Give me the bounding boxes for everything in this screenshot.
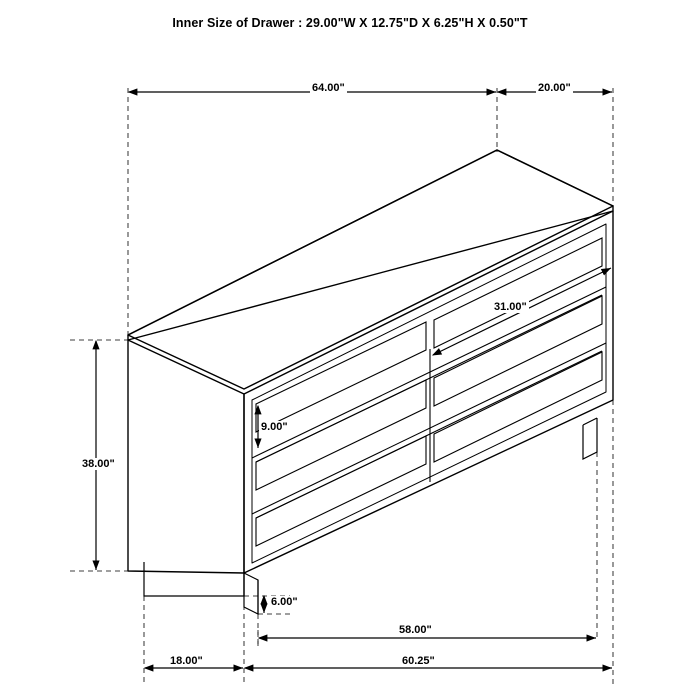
legs <box>144 418 597 614</box>
left-leg <box>144 562 244 596</box>
dimension-arrows <box>96 92 612 668</box>
drawer-row-divider-1 <box>252 287 606 458</box>
dimension-label-base-depth: 18.00" <box>170 655 203 667</box>
top-panel <box>128 150 613 340</box>
right-rear-leg-top <box>583 418 597 425</box>
dresser-outline <box>128 150 613 573</box>
dimension-label-overall-height: 38.00" <box>82 458 115 470</box>
dimension-label-drawer-inner: 31.00" <box>494 301 527 313</box>
drawer-faces <box>252 238 606 546</box>
dimension-label-leg-height: 6.00" <box>271 596 298 608</box>
top-surface <box>128 150 613 389</box>
left-side-panel <box>128 340 244 573</box>
front-face <box>244 211 613 573</box>
front-frame-inner <box>252 224 606 563</box>
page-title: Inner Size of Drawer : 29.00"W X 12.75"D X 6.25"H X 0.50"T <box>172 16 528 30</box>
dimension-label-depth-top: 20.00" <box>538 82 571 94</box>
dimension-label-overall-width: 60.25" <box>402 655 435 667</box>
dimension-label-base-width: 58.00" <box>399 624 432 636</box>
front-left-leg <box>244 573 258 614</box>
dimension-label-drawer-height: 9.00" <box>261 421 288 433</box>
drawer-mid-left <box>256 380 426 490</box>
drawer-bottom-right <box>434 352 602 462</box>
dimension-label-width-top: 64.00" <box>312 82 345 94</box>
drawer-top-right <box>434 238 602 348</box>
